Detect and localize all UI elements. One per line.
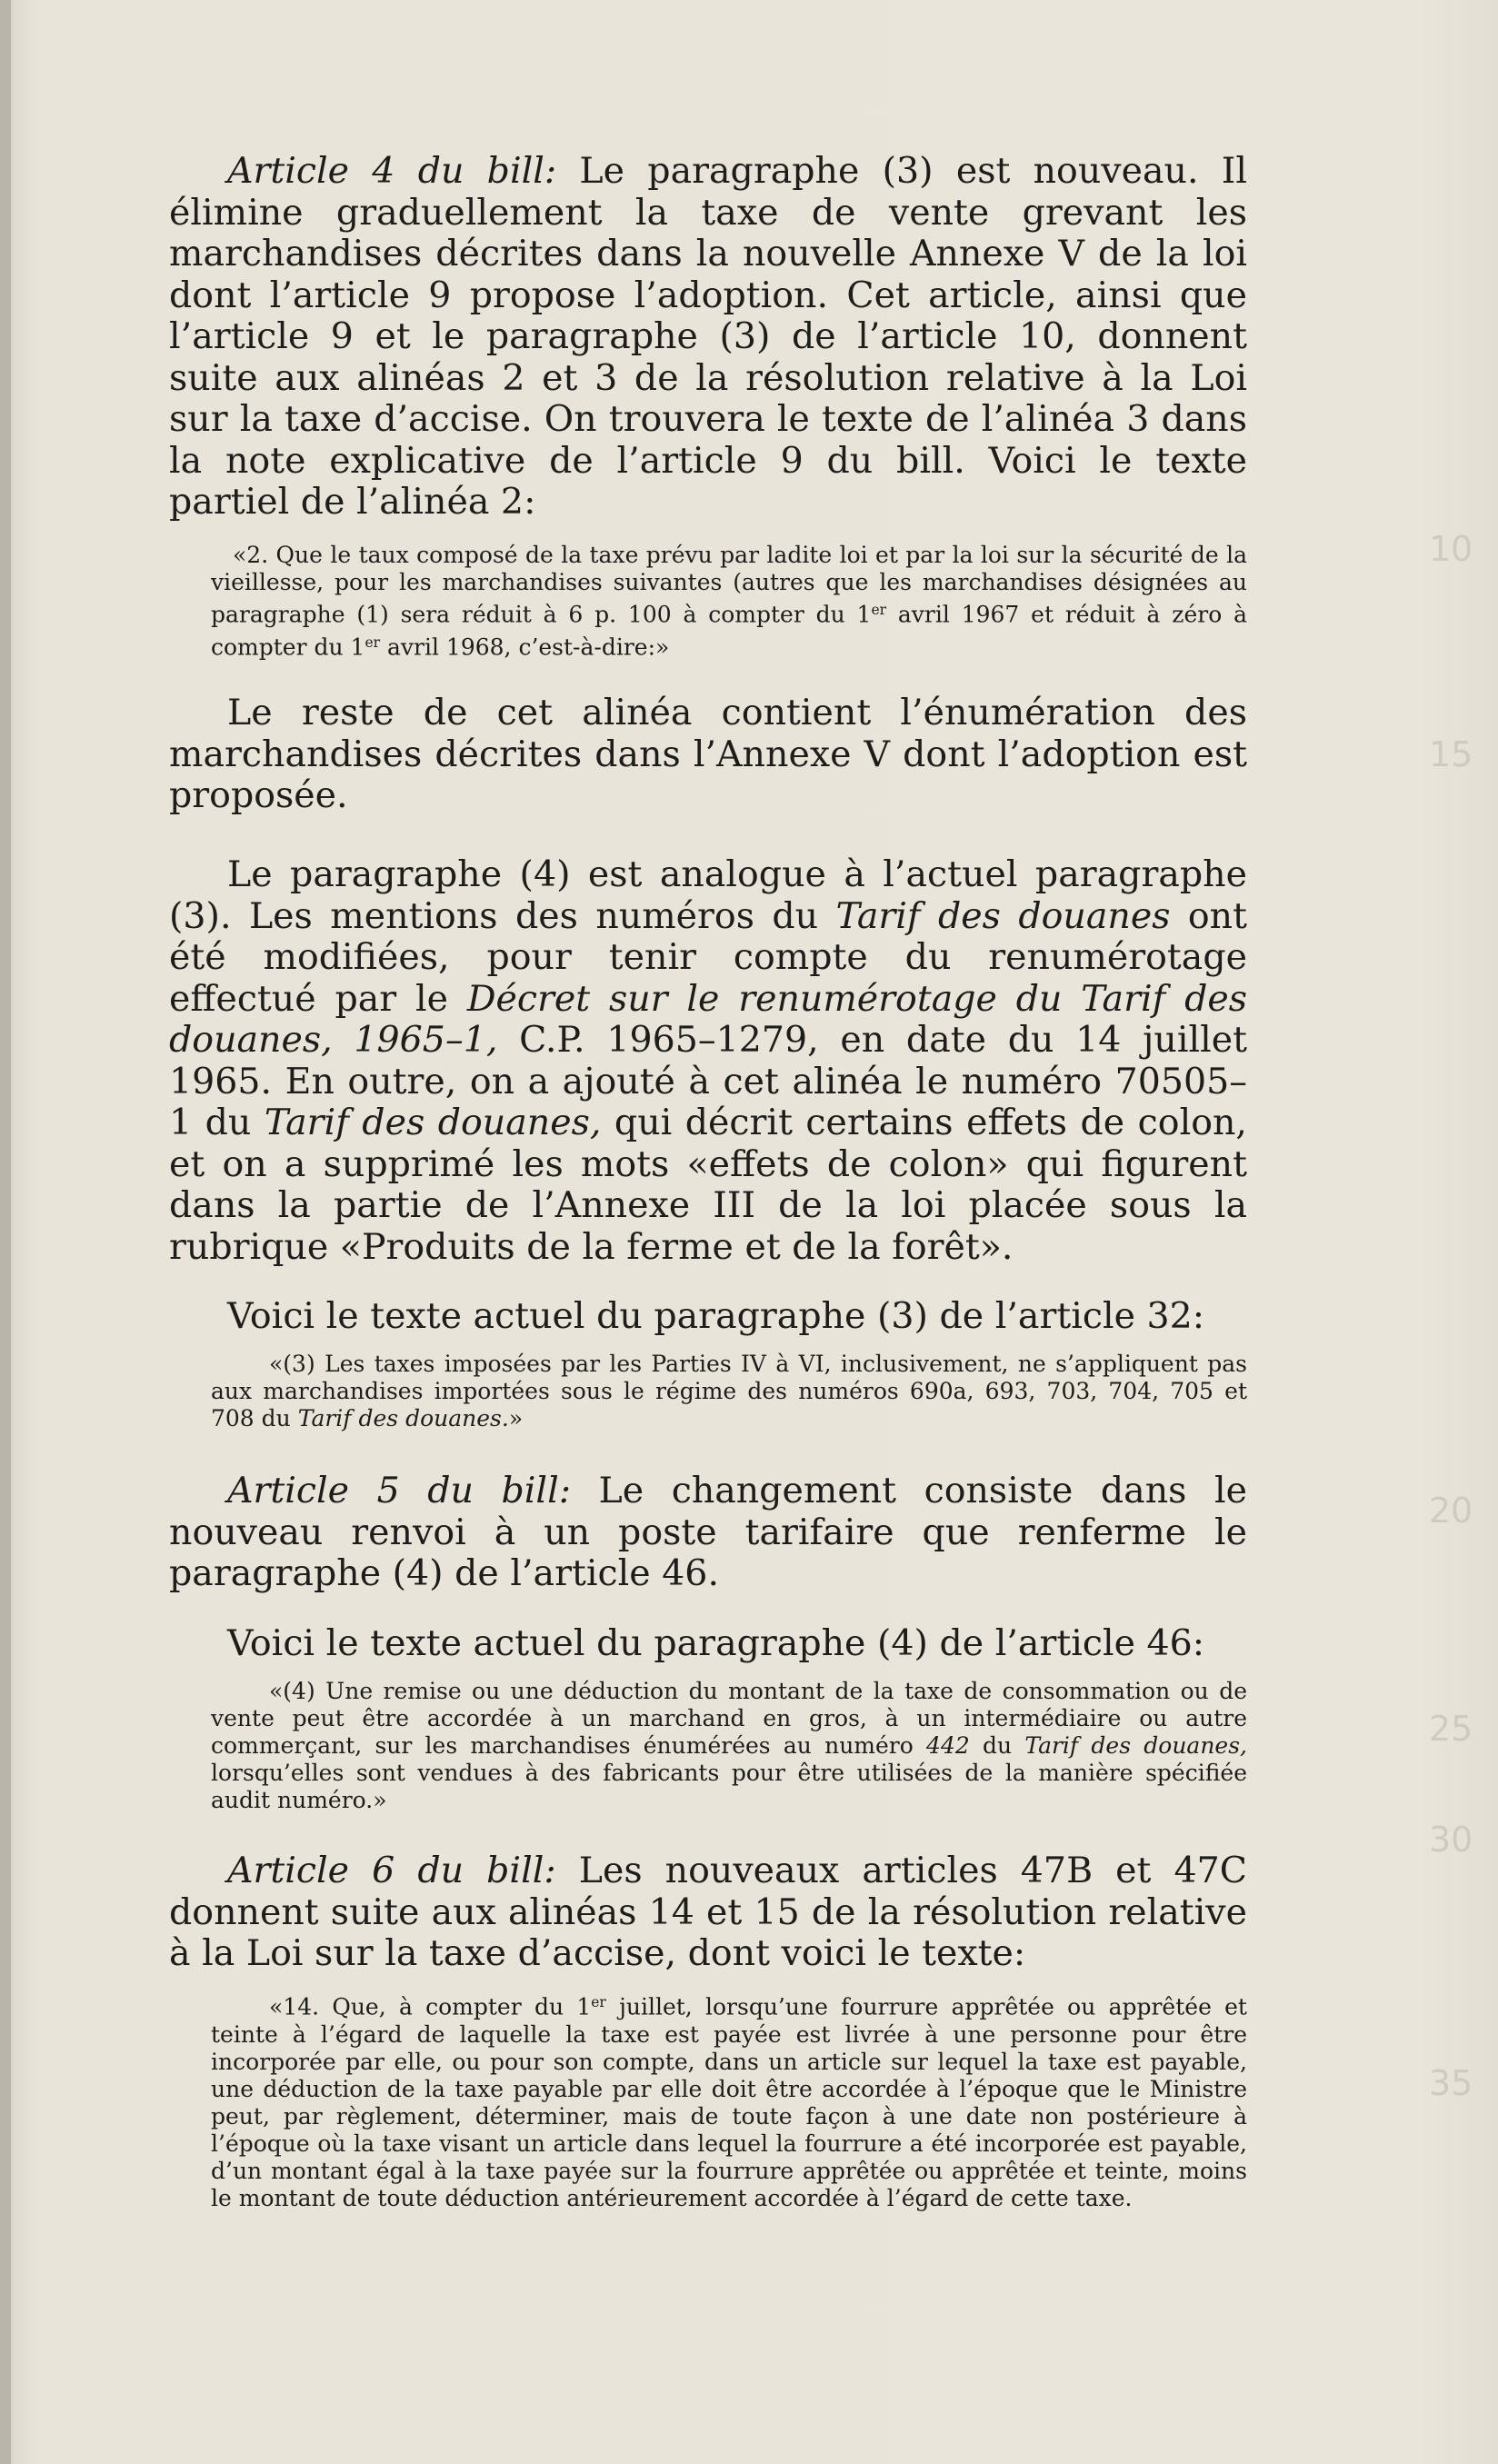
article-5-heading: Article 5 du bill: — [227, 1470, 572, 1511]
article-4-body: Le paragraphe (3) est nouveau. Il élimine graduellement la taxe de vente grevant les marchandises décrites dans la nouvelle Annexe V de la loi dont l’article 9 propose l’adoption. Cet article, ainsi que l’article 9 et le paragraphe (3) de l’article 10, donnent suite aux alinéas 2 et 3 de la résolution relative à la Loi sur la taxe d’accise. On trouvera le texte de l’alinéa 3 dans la note explicative de l’article 9 du bill. Voici le texte partiel de l’alinéa 2: — [169, 150, 1248, 523]
quote-text: du — [969, 1732, 1025, 1759]
superscript: er — [591, 1994, 606, 2010]
body-text: C.P. 1965–1279, en date du 14 juillet 1965. En outre, on a ajouté à cet alinéa le numéro 70505–1 du — [169, 1019, 1247, 1143]
paragraph-paragraphe-4 — [169, 854, 1247, 1268]
quote-article-46 — [211, 1678, 1247, 1814]
body-text: qui décrit certains effets de colon, et on a supprimé les mots «effets de colon» qui figurent dans la partie de l’Annexe III de la loi placée sous la rubrique «Produits de la ferme et de la forêt». — [169, 1102, 1247, 1268]
italic-text: Tarif des douanes, — [264, 1102, 602, 1143]
ghost-number: 30 — [1429, 1820, 1473, 1860]
quote-text: «2. Que le taux composé de la taxe prévu par ladite loi et par la loi sur la sécurité de la vieillesse, pour les marchandises suivantes (autres que les marchandises désignées au paragraphe (1) sera réduit à 6 p. 100 à compter du 1 — [211, 542, 1247, 628]
quote-text: lorsqu’elles sont vendues à des fabricants pour être utilisées de la manière spécifiée audit numéro.» — [211, 1760, 1247, 1813]
paragraph-article-6 — [169, 1850, 1247, 1975]
ghost-number: 35 — [1429, 2063, 1473, 2103]
article-6-heading: Article 6 du bill: — [227, 1850, 556, 1891]
paragraph-texte-actuel-46 — [169, 1623, 1247, 1665]
quote-text: avril 1967 et réduit à zéro à compter du 1 — [211, 601, 1248, 661]
binding-shadow — [0, 0, 11, 2464]
italic-text: 442 — [926, 1732, 970, 1759]
article-6-body: Les nouveaux articles 47B et 47C donnent suite aux alinéas 14 et 15 de la résolution relative à la Loi sur la taxe d’accise, dont voici le texte: — [169, 1850, 1247, 1974]
ghost-number: 20 — [1429, 1491, 1473, 1531]
body-text: ont été modifiées, pour tenir compte du renumérotage effectué par le — [169, 894, 1247, 1020]
article-5-body: Le changement consiste dans le nouveau renvoi à un poste tarifaire que renferme le paragraphe (4) de l’article 46. — [169, 1470, 1247, 1594]
superscript: er — [871, 602, 887, 618]
paragraph-reste-alinea — [169, 693, 1247, 817]
ghost-number: 25 — [1429, 1709, 1473, 1749]
paragraph-article-5 — [169, 1471, 1247, 1595]
texte-actuel-46: Voici le texte actuel du paragraphe (4) de l’article 46: — [227, 1622, 1205, 1664]
quote-text: «14. Que, à compter du 1 — [269, 1993, 592, 2020]
quote-alinea-14 — [211, 1989, 1247, 2212]
quote-text: » — [508, 1405, 524, 1432]
italic-text: Tarif des douanes. — [297, 1405, 509, 1432]
superscript: er — [365, 633, 381, 651]
article-4-heading: Article 4 du bill: — [227, 150, 557, 192]
quote-text: «(3) Les taxes imposées par les Parties IV à VI, inclusivement, ne s’appliquent pas aux marchandises importées sous le régime des numéros 690a, 693, 703, 704, 705 et 708 du — [211, 1351, 1247, 1432]
quote-text: juillet, lorsqu’une fourrure apprêtée ou apprêtée et teinte à l’égard de laquelle la taxe est payée est livrée à une personne pour être incorporée par elle, ou pour son compte, dans un article sur lequel la taxe est payable, une déduction de la taxe payable par elle doit être accordée à l’époque que le Ministre peut, par règlement, déterminer, mais de toute façon à une date non postérieure à l’époque où la taxe visant un article dans lequel la fourrure a été incorporée est payable, d’un montant égal à la taxe payée sur la fourrure apprêtée ou apprêtée et teinte, moins le montant de toute déduction antérieurement accordée à l’égard de cette taxe. — [211, 1993, 1247, 2211]
italic-text: Décret sur le renumérotage du Tarif des douanes, 1965–1, — [169, 977, 1247, 1061]
quote-alinea-2 — [211, 542, 1247, 661]
body-text: Le paragraphe (4) est analogue à l’actuel paragraphe (3). Les mentions des numéros du — [169, 853, 1247, 937]
paragraph-article-4 — [169, 151, 1247, 524]
quote-text: avril 1968, c’est-à-dire:» — [380, 633, 670, 661]
texte-actuel-32: Voici le texte actuel du paragraphe (3) de l’article 32: — [227, 1295, 1205, 1337]
quote-article-32 — [211, 1351, 1247, 1432]
reste-alinea-text: Le reste de cet alinéa contient l’énumération des marchandises décrites dans l’Annexe V dont l’adoption est proposée. — [169, 692, 1247, 816]
ghost-number: 15 — [1429, 734, 1473, 774]
italic-text: Tarif des douanes — [835, 894, 1171, 937]
paragraph-texte-actuel-32 — [169, 1296, 1247, 1338]
ghost-number: 10 — [1429, 529, 1473, 569]
quote-text: «(4) Une remise ou une déduction du montant de la taxe de consommation ou de vente peut être accordée à un marchand en gros, à un intermédiaire ou autre commerçant, sur les marchandises énumérées au numéro — [211, 1678, 1247, 1759]
italic-text: Tarif des douanes, — [1024, 1732, 1248, 1759]
